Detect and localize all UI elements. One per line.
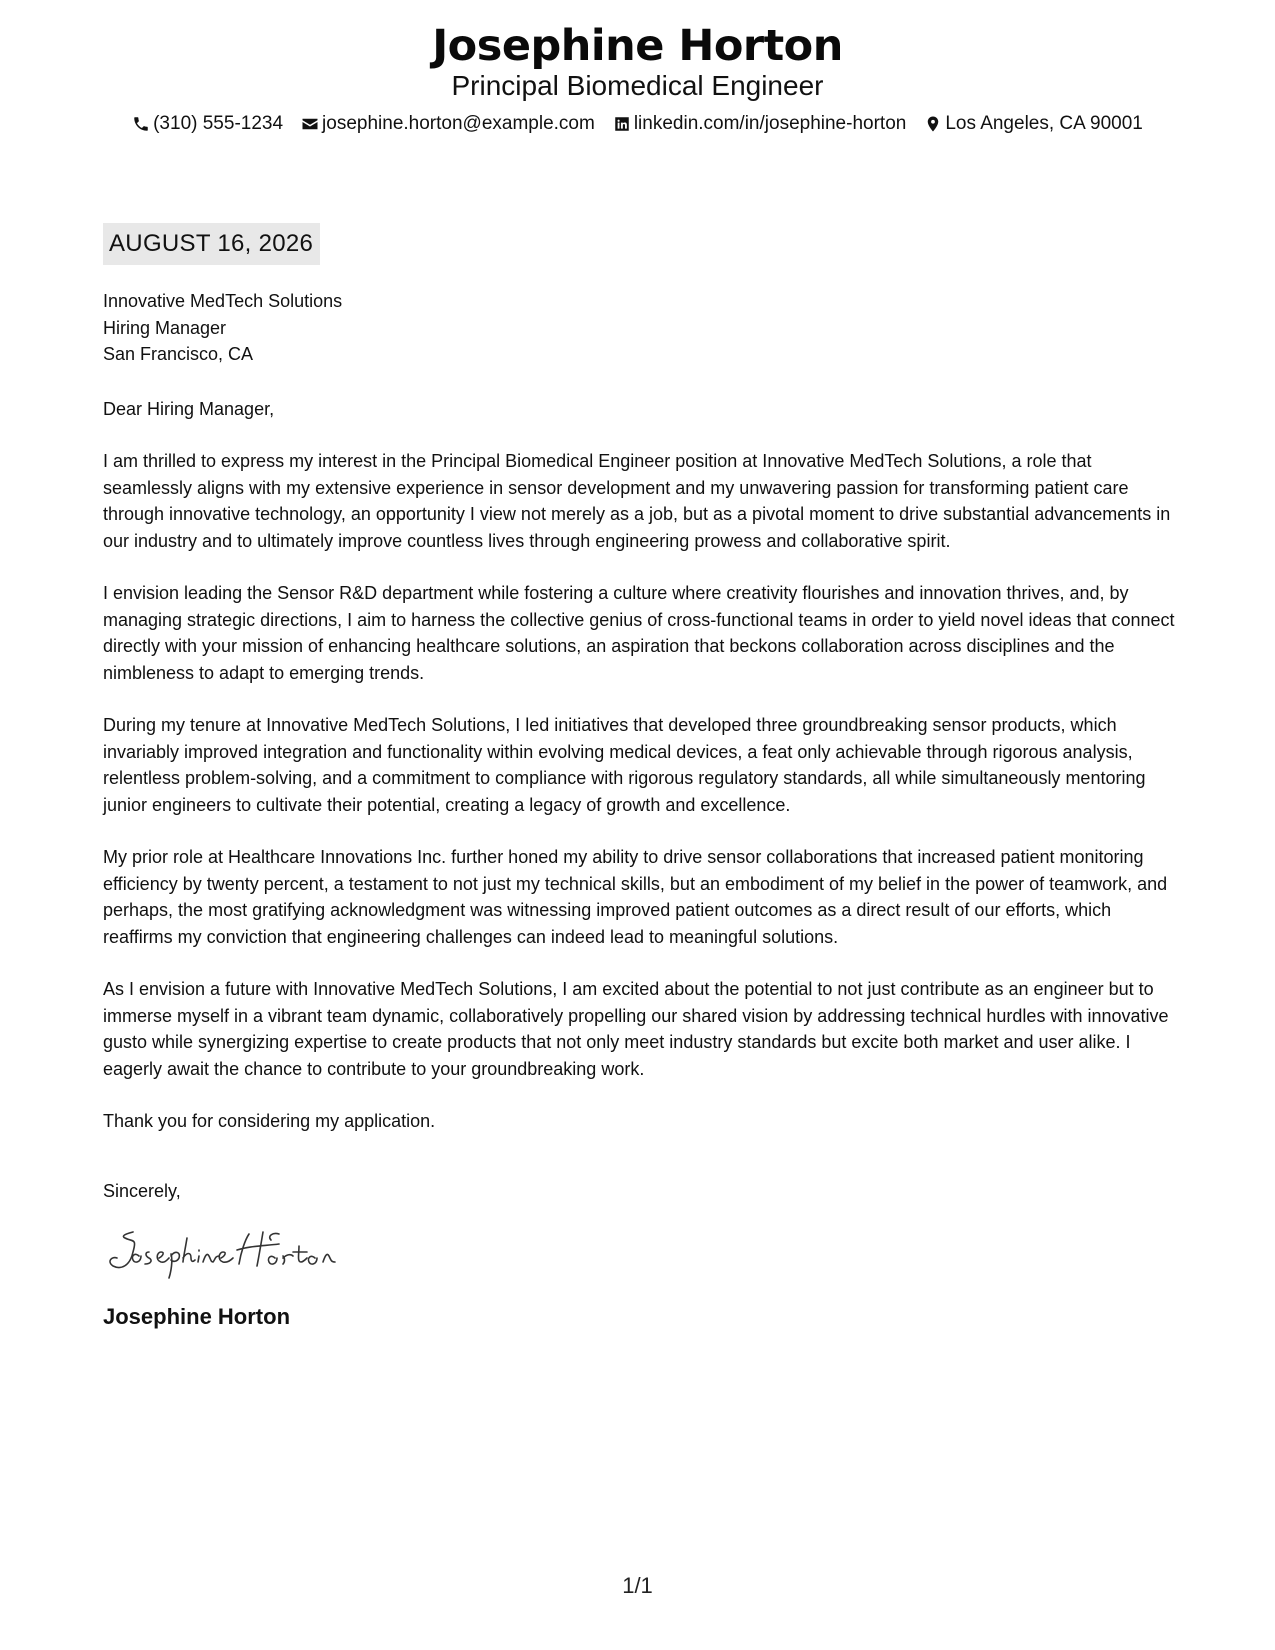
thanks-line: Thank you for considering my application. — [103, 1111, 436, 1131]
phone-icon — [132, 115, 150, 133]
sender-name: Josephine Horton — [432, 21, 843, 71]
handwritten-signature — [103, 1222, 383, 1282]
letter-body — [103, 288, 1175, 1330]
body-paragraph: My prior role at Healthcare Innovations Inc. further honed my ability to drive sensor collaborations that increased patient monitoring efficiency by twenty percent, a testament to not just my technical skills, but an embodiment of my belief in the power of teamwork, and perhaps, the most gratifying acknowledgment was witnessing improved patient outcomes as a direct result of our efforts, which reaffirms my conviction that engineering challenges can indeed lead to meaningful solutions. — [103, 847, 1168, 947]
recipient-company: Innovative MedTech Solutions — [103, 291, 343, 311]
recipient-role: Hiring Manager — [103, 317, 227, 338]
signer-name: Josephine Horton — [103, 1303, 291, 1329]
contact-phone — [132, 112, 283, 136]
linkedin-icon — [613, 115, 631, 133]
letter-date: AUGUST 16, 2026 — [103, 223, 320, 265]
body-paragraph: I am thrilled to express my interest in the Principal Biomedical Engineer position at Innovative MedTech Solutions, a role that seamlessly aligns with my extensive experience in sensor development and my unwavering passion for transforming patient care through innovative technology, an opportunity I view not merely as a job, but as a pivotal moment to drive substantial advancements in our industry and to ultimately improve countless lives through engineering prowess and collaborative spirit. — [103, 451, 1171, 551]
location-text: Los Angeles, CA 90001 — [945, 113, 1143, 134]
envelope-icon — [301, 115, 319, 133]
recipient-block — [103, 288, 1175, 368]
contact-linkedin[interactable] — [613, 112, 907, 136]
page-indicator: 1/1 — [622, 1573, 653, 1598]
body-paragraph: As I envision a future with Innovative MedTech Solutions, I am excited about the potential to not just contribute as an engineer but to immerse myself in a vibrant team dynamic, collaboratively propelling our shared vision by addressing technical hurdles with innovative gusto while synergizing expertise to create products that not only meet industry standards but excite both market and user alike. I eagerly await the chance to contribute to your groundbreaking work. — [103, 979, 1169, 1079]
salutation: Dear Hiring Manager, — [103, 398, 275, 419]
contact-email[interactable] — [301, 112, 595, 136]
closing-line: Sincerely, — [103, 1180, 181, 1201]
body-paragraph: During my tenure at Innovative MedTech Solutions, I led initiatives that developed three groundbreaking sensor products, which invariably improved integration and functionality within evolving medical devices, a feat only achievable through rigorous analysis, relentless problem-solving, and a commitment to compliance with rigorous regulatory standards, all while simultaneously mentoring junior engineers to cultivate their potential, creating a legacy of growth and excellence. — [103, 715, 1146, 815]
contact-bar — [0, 112, 1275, 136]
body-paragraph: I envision leading the Sensor R&D department while fostering a culture where creativity flourishes and innovation thrives, and, by managing strategic directions, I aim to harness the collective genius of cross-functional teams in order to yield novel ideas that connect directly with your mission of enhancing healthcare solutions, an aspiration that beckons collaboration across disciplines and the nimbleness to adapt to emerging trends. — [103, 583, 1175, 683]
sender-title: Principal Biomedical Engineer — [451, 70, 824, 101]
contact-location — [924, 112, 1143, 136]
map-marker-icon — [924, 115, 942, 133]
email-text[interactable]: josephine.horton@example.com — [322, 113, 595, 134]
phone-text: (310) 555-1234 — [153, 113, 284, 134]
recipient-location: San Francisco, CA — [103, 344, 254, 364]
letter-header — [0, 20, 1275, 136]
linkedin-text[interactable]: linkedin.com/in/josephine-horton — [633, 113, 907, 134]
